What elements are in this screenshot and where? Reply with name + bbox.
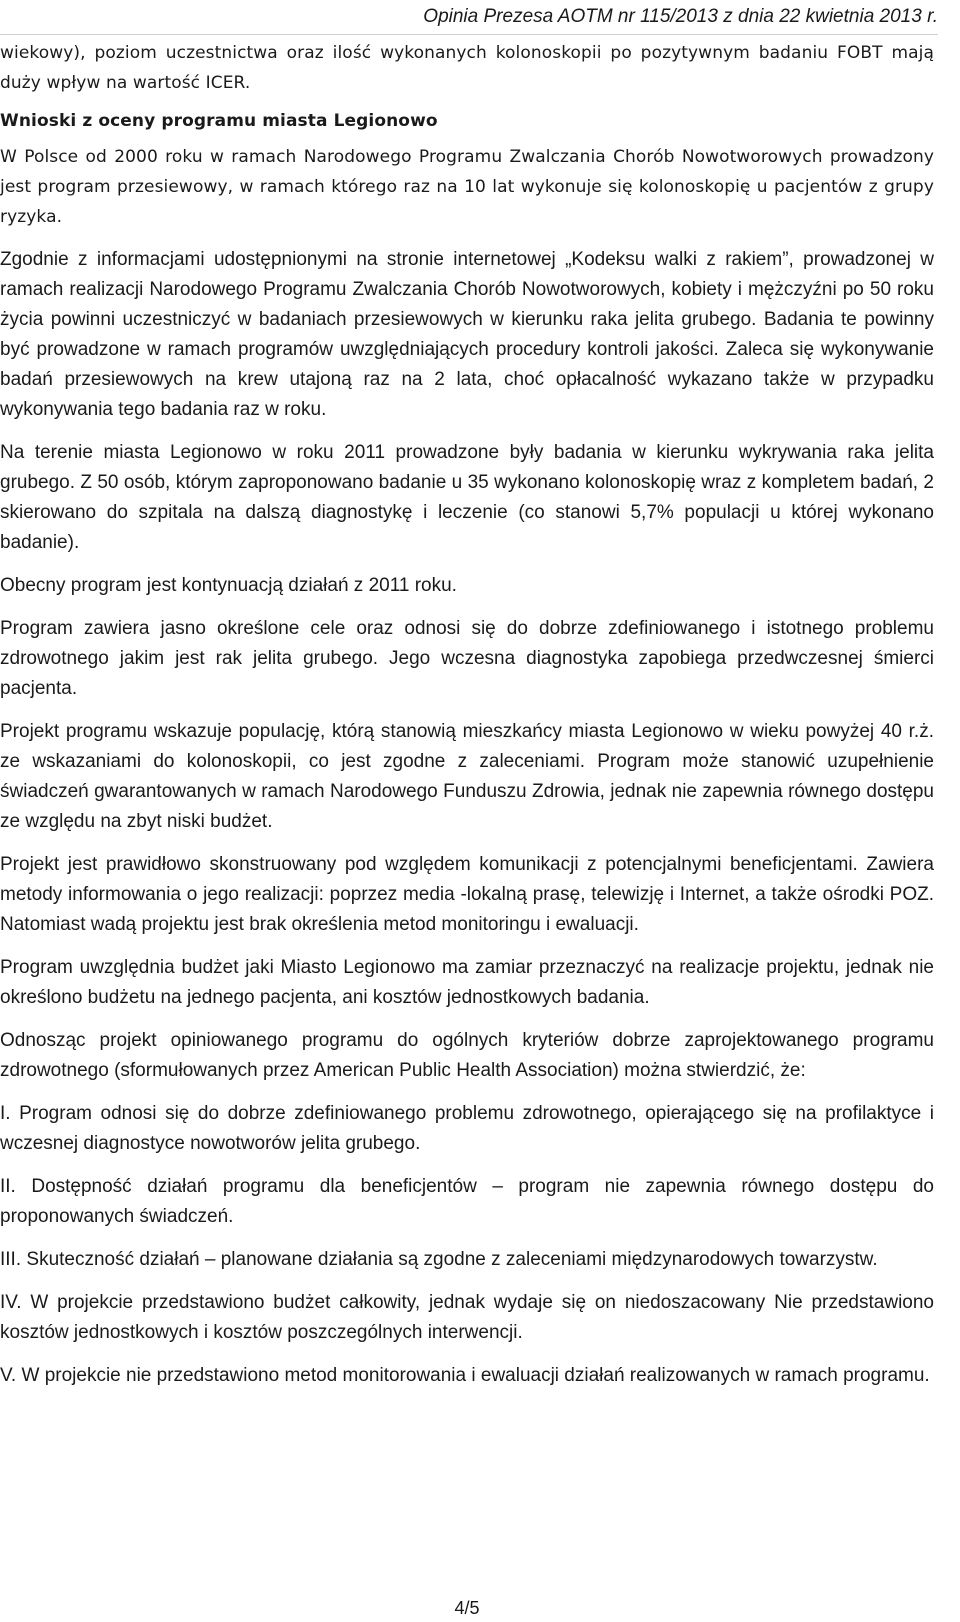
paragraph-continuation: Obecny program jest kontynuacją działań z 2011 roku.	[0, 575, 457, 596]
paragraph-apha-criteria: Odnosząc projekt opiniowanego programu do ogólnych kryteriów dobrze zaprojektowanego programu zdrowotnego (sformułowanych przez American Public Health Association) można stwierdzić, że:	[0, 1030, 934, 1081]
paragraph-budget: Program uwzględnia budżet jaki Miasto Legionowo ma zamiar przeznaczyć na realizacje projektu, jednak nie określono budżetu na jednego pacjenta, ani kosztów jednostkowych badania.	[0, 957, 934, 1008]
section-heading: Wnioski z oceny programu miasta Legionowo	[0, 111, 438, 131]
running-header: Opinia Prezesa AOTM nr 115/2013 z dnia 22 kwietnia 2013 r.	[423, 6, 938, 27]
criteria-item-4: IV. W projekcie przedstawiono budżet całkowity, jednak wydaje się on niedoszacowany Nie przedstawiono kosztów jednostkowych i kosztów poszczególnych interwencji.	[0, 1292, 934, 1343]
paragraph-legionowo-2011: Na terenie miasta Legionowo w roku 2011 prowadzone były badania w kierunku wykrywania raka jelita grubego. Z 50 osób, którym zaproponowano badanie u 35 wykonano kolonoskopię wraz z kompletem badań, 2 skierowano do szpitala na dalszą diagnostykę i leczenie (co stanowi 5,7% populacji u której wykonano badanie).	[0, 442, 934, 553]
paragraph-national-program: W Polsce od 2000 roku w ramach Narodowego Programu Zwalczania Chorób Nowotworowych prowadzony jest program przesiewowy, w ramach którego raz na 10 lat wykonuje się kolonoskopię u pacjentów z grupy ryzyka.	[0, 147, 934, 227]
paragraph-program-goals: Program zawiera jasno określone cele oraz odnosi się do dobrze zdefiniowanego i istotnego problemu zdrowotnego jakim jest rak jelita grubego. Jego wczesna diagnostyka zapobiega przedwczesnej śmierci pacjenta.	[0, 618, 934, 699]
header-divider	[0, 34, 938, 35]
paragraph-population: Projekt programu wskazuje populację, którą stanowią mieszkańcy miasta Legionowo w wieku powyżej 40 r.ż. ze wskazaniami do kolonoskopii, co jest zgodne z zaleceniami. Program może stanowić uzupełnienie świadczeń gwarantowanych w ramach Narodowego Funduszu Zdrowia, jednak nie zapewnia równego dostępu ze względu na zbyt niski budżet.	[0, 721, 934, 832]
criteria-item-5: V. W projekcie nie przedstawiono metod monitorowania i ewaluacji działań realizowanych w ramach programu.	[0, 1365, 930, 1386]
paragraph-communication: Projekt jest prawidłowo skonstruowany pod względem komunikacji z potencjalnymi beneficjentami. Zawiera metody informowania o jego realizacji: poprzez media -lokalną prasę, telewizję i Internet, a także ośrodki POZ. Natomiast wadą projektu jest brak określenia metod monitoringu i ewaluacji.	[0, 854, 934, 935]
paragraph-cancer-code: Zgodnie z informacjami udostępnionymi na stronie internetowej „Kodeksu walki z rakiem”, prowadzonej w ramach realizacji Narodowego Programu Zwalczania Chorób Nowotworowych, kobiety i mężczyźni po 50 roku życia powinni uczestniczyć w badaniach przesiewowych w kierunku raka jelita grubego. Badania te powinny być prowadzone w ramach programów uwzględniających procedury kontroli jakości. Zaleca się wykonywanie badań przesiewowych na krew utajoną raz na 2 lata, choć opłacalność wykazano także w przypadku wykonywania tego badania raz w roku.	[0, 249, 934, 420]
criteria-item-2: II. Dostępność działań programu dla beneficjentów – program nie zapewnia równego dostępu do proponowanych świadczeń.	[0, 1176, 934, 1227]
page-number: 4/5	[454, 1598, 480, 1618]
paragraph-icer-conclusion: wiekowy), poziom uczestnictwa oraz ilość wykonanych kolonoskopii po pozytywnym badaniu FOBT mają duży wpływ na wartość ICER.	[0, 43, 934, 93]
document-body	[0, 38, 934, 1404]
criteria-item-3: III. Skuteczność działań – planowane działania są zgodne z zaleceniami międzynarodowych towarzystw.	[0, 1249, 878, 1270]
criteria-item-1: I. Program odnosi się do dobrze zdefiniowanego problemu zdrowotnego, opierającego się na profilaktyce i wczesnej diagnostyce nowotworów jelita grubego.	[0, 1103, 934, 1154]
